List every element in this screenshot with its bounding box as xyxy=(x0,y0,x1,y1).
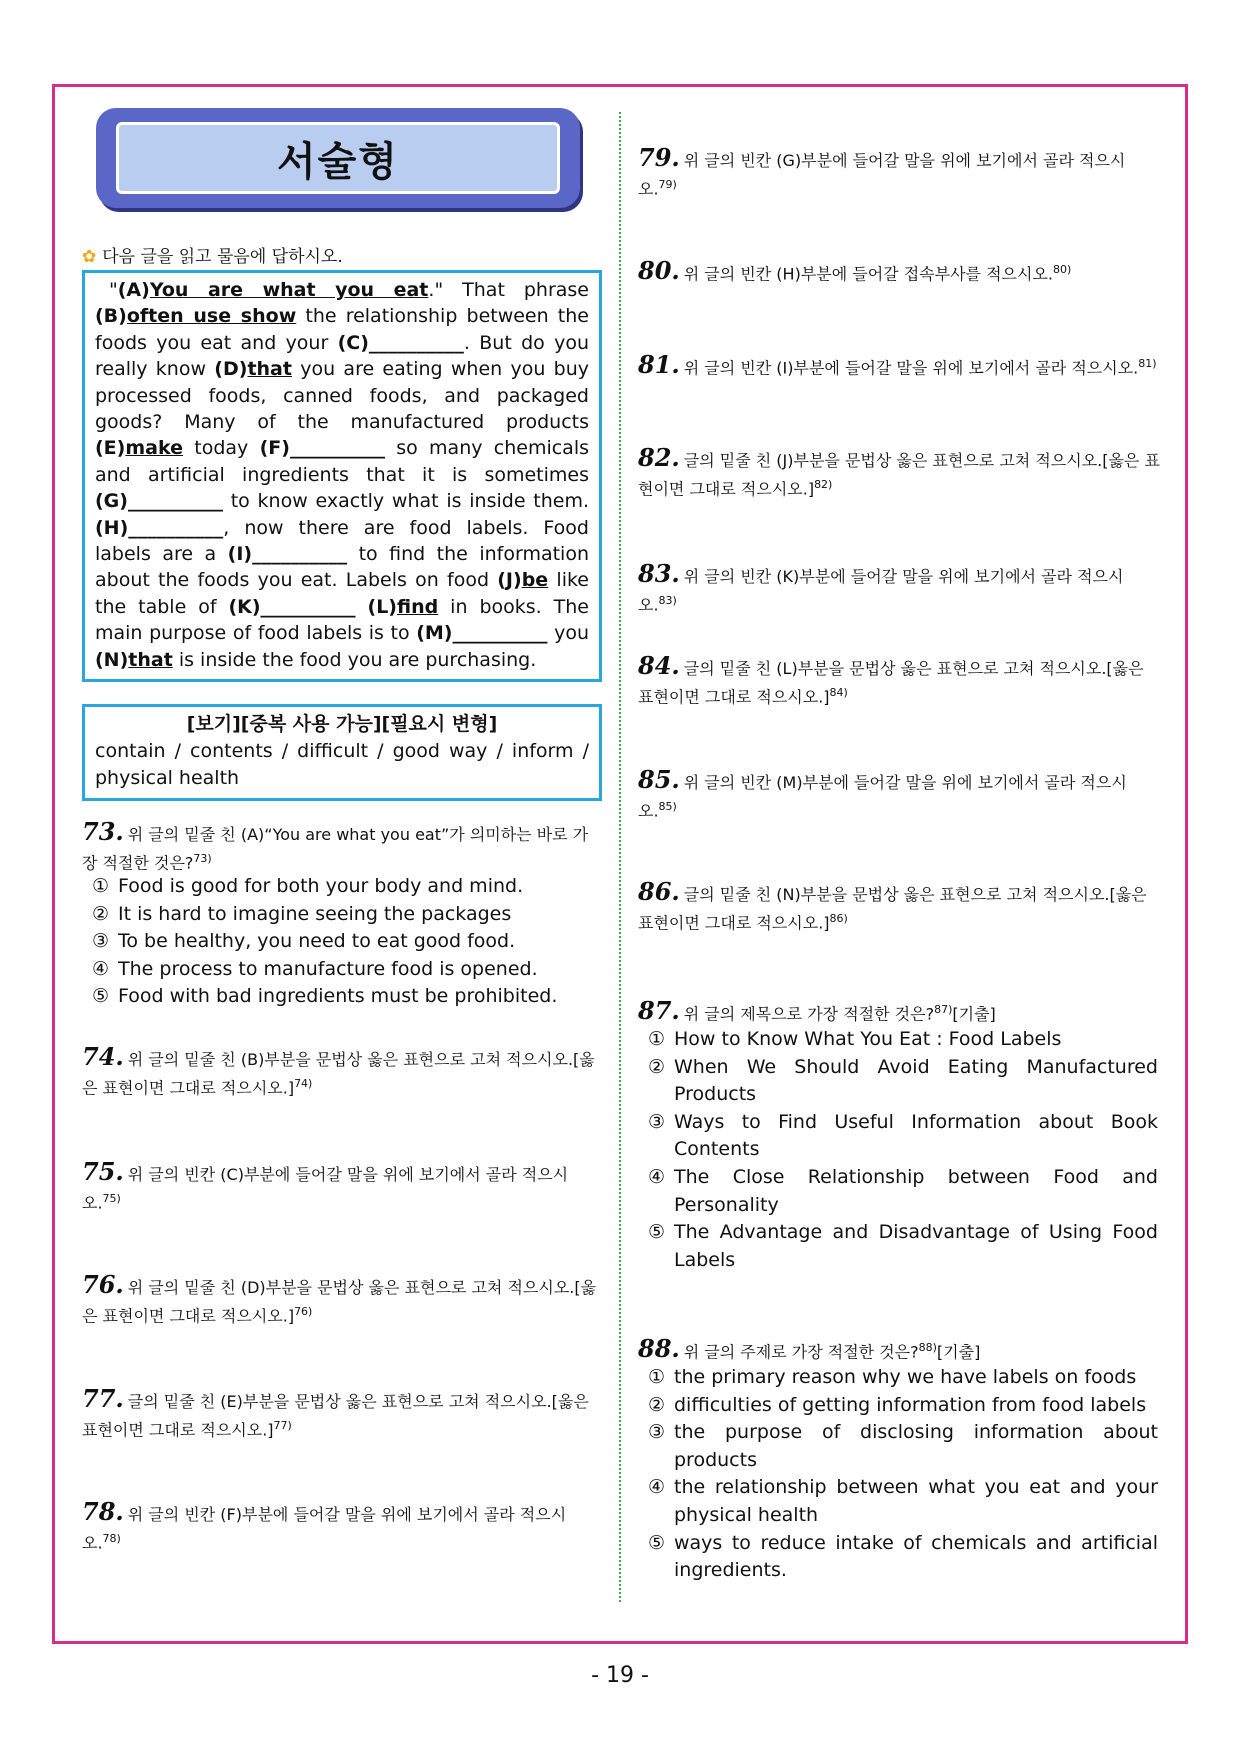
question-80: 80. 위 글의 빈칸 (H)부분에 들어갈 접속부사를 적으시오.$^{80)}$ xyxy=(638,256,1072,286)
question-74: 74. 위 글의 밑줄 친 (B)부분을 문법상 옳은 표현으로 고쳐 적으시오.[옳은 표현이면 그대로 적으시오.]$^{74)}$ xyxy=(82,1042,595,1098)
question-87-options xyxy=(648,1026,1158,1274)
instruction-text: 다음 글을 읽고 물음에 답하시오. xyxy=(102,247,343,267)
page-number: - 19 - xyxy=(591,1663,649,1688)
column-divider xyxy=(619,112,621,1602)
question-88: 88. 위 글의 주제로 가장 적절한 것은?$^{88)}$[기출] xyxy=(638,1334,981,1364)
option[interactable]: ② When We Should Avoid Eating Manufactured Products xyxy=(648,1055,1158,1106)
option[interactable]: ③ Ways to Find Useful Information about Book Contents xyxy=(648,1110,1158,1161)
question-82: 82. 글의 밑줄 친 (J)부분을 문법상 옳은 표현으로 고쳐 적으시오.[옳은 표현이면 그대로 적으시오.]$^{82)}$ xyxy=(638,443,1160,499)
question-85: 85. 위 글의 빈칸 (M)부분에 들어갈 말을 위에 보기에서 골라 적으시오.$^{85)}$ xyxy=(638,765,1127,821)
option[interactable]: ① How to Know What You Eat : Food Labels xyxy=(648,1028,1062,1050)
question-81: 81. 위 글의 빈칸 (I)부분에 들어갈 말을 위에 보기에서 골라 적으시오.$^{81)}$ xyxy=(638,350,1157,380)
section-title: 서술형 xyxy=(116,122,560,194)
flower-icon: ✿ xyxy=(82,247,97,267)
option[interactable]: ② It is hard to imagine seeing the packages xyxy=(92,902,512,925)
question-87: 87. 위 글의 제목으로 가장 적절한 것은?$^{87)}$[기출] xyxy=(638,996,996,1026)
option[interactable]: ③ the purpose of disclosing information about products xyxy=(648,1421,1158,1471)
question-83: 83. 위 글의 빈칸 (K)부분에 들어갈 말을 위에 보기에서 골라 적으시오.$^{83)}$ xyxy=(638,559,1124,615)
option[interactable]: ④ The process to manufacture food is opened. xyxy=(92,957,538,980)
question-78: 78. 위 글의 빈칸 (F)부분에 들어갈 말을 위에 보기에서 골라 적으시오.$^{78)}$ xyxy=(82,1497,567,1553)
word-bank-box xyxy=(82,704,602,801)
option[interactable]: ① the primary reason why we have labels on foods xyxy=(648,1366,1137,1388)
option[interactable]: ③ To be healthy, you need to eat good food. xyxy=(92,930,516,953)
question-76: 76. 위 글의 밑줄 친 (D)부분을 문법상 옳은 표현으로 고쳐 적으시오.[옳은 표현이면 그대로 적으시오.]$^{76)}$ xyxy=(82,1270,597,1326)
option[interactable]: ⑤ ways to reduce intake of chemicals and artificial ingredients. xyxy=(648,1531,1158,1582)
section-title-badge xyxy=(96,108,580,208)
question-73-options xyxy=(92,873,602,1011)
question-88-options xyxy=(648,1364,1158,1585)
question-75: 75. 위 글의 빈칸 (C)부분에 들어갈 말을 위에 보기에서 골라 적으시오.$^{75)}$ xyxy=(82,1157,569,1213)
option[interactable]: ⑤ Food with bad ingredients must be prohibited. xyxy=(92,985,558,1008)
reading-passage: "(A)You are what you eat." That phrase (B)often use show the relationship between the foods you eat and your (C)__________. But do you really know (D)that you are eating when you buy processed foods, canned foods, and packaged goods? Many of the manufactured products (E)make today (F)__________ so many chemicals and artificial ingredients that it is sometimes (G)__________ to know exactly what is inside them. (H)__________, now there are food labels. Food labels are a (I)__________ to find the information about the foods you eat. Labels on food (J)be like the table of (K)__________ (L)find in books. The main purpose of food labels is to (M)__________ you (N)that is inside the food you are purchasing. xyxy=(82,270,602,682)
instruction xyxy=(82,242,343,267)
option[interactable]: ⑤ The Advantage and Disadvantage of Using Food Labels xyxy=(648,1221,1158,1271)
option[interactable]: ④ The Close Relationship between Food and Personality xyxy=(648,1165,1158,1216)
option[interactable]: ④ the relationship between what you eat and your physical health xyxy=(648,1476,1158,1526)
question-84: 84. 글의 밑줄 친 (L)부분을 문법상 옳은 표현으로 고쳐 적으시오.[옳은 표현이면 그대로 적으시오.]$^{84)}$ xyxy=(638,651,1144,707)
question-73: 73. 위 글의 밑줄 친 (A)“You are what you eat”가 의미하는 바로 가장 적절한 것은?$^{73)}$ xyxy=(82,817,589,873)
question-86: 86. 글의 밑줄 친 (N)부분을 문법상 옳은 표현으로 고쳐 적으시오.[옳은 표현이면 그대로 적으시오.]$^{86)}$ xyxy=(638,877,1147,933)
question-77: 77. 글의 밑줄 친 (E)부분을 문법상 옳은 표현으로 고쳐 적으시오.[옳은 표현이면 그대로 적으시오.]$^{77)}$ xyxy=(82,1384,589,1440)
word-bank-words: contain / contents / difficult / good way / inform / physical health xyxy=(95,740,589,789)
question-79: 79. 위 글의 빈칸 (G)부분에 들어갈 말을 위에 보기에서 골라 적으시오.$^{79)}$ xyxy=(638,143,1126,199)
option[interactable]: ② difficulties of getting information from food labels xyxy=(648,1393,1147,1416)
option[interactable]: ① Food is good for both your body and mind. xyxy=(92,875,524,897)
word-bank-title: [보기][중복 사용 가능][필요시 변형] xyxy=(186,713,498,735)
